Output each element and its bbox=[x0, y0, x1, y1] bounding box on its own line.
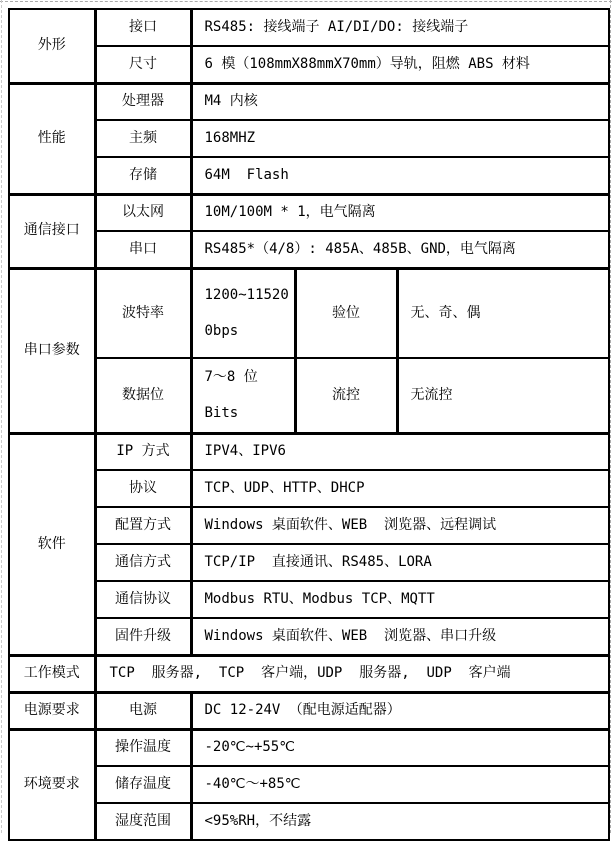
label-cell: 协议 bbox=[95, 470, 191, 507]
table-row bbox=[9, 433, 609, 470]
value-cell: RS485: 接线端子 AI/DI/DO: 接线端子 bbox=[191, 9, 609, 46]
value-cell: M4 内核 bbox=[191, 83, 609, 120]
label-cell: 验位 bbox=[295, 268, 397, 358]
table-row bbox=[9, 766, 609, 803]
value-cell: TCP、UDP、HTTP、DHCP bbox=[191, 470, 609, 507]
table-row bbox=[9, 194, 609, 231]
value-cell: Windows 桌面软件、WEB 浏览器、远程调试 bbox=[191, 507, 609, 544]
page-gridline-top bbox=[0, 1, 612, 2]
value-cell: IPV4、IPV6 bbox=[191, 433, 609, 470]
table-row bbox=[9, 231, 609, 268]
table-row bbox=[9, 618, 609, 655]
label-cell: 接口 bbox=[95, 9, 191, 46]
label-cell: 储存温度 bbox=[95, 766, 191, 803]
group-cell: 电源要求 bbox=[9, 692, 95, 729]
label-cell: 湿度范围 bbox=[95, 803, 191, 840]
label-cell: 以太网 bbox=[95, 194, 191, 231]
value-cell: TCP/IP 直接通讯、RS485、LORA bbox=[191, 544, 609, 581]
table-row bbox=[9, 46, 609, 83]
value-cell: DC 12-24V （配电源适配器） bbox=[191, 692, 609, 729]
value-cell: Windows 桌面软件、WEB 浏览器、串口升级 bbox=[191, 618, 609, 655]
value-cell: TCP 服务器, TCP 客户端，UDP 服务器, UDP 客户端 bbox=[95, 655, 609, 692]
label-cell: 波特率 bbox=[95, 268, 191, 358]
page-gridline-right bbox=[610, 0, 611, 833]
label-cell: 通信协议 bbox=[95, 581, 191, 618]
value-cell: 7～8 位 Bits bbox=[191, 358, 295, 433]
value-cell: Modbus RTU、Modbus TCP、MQTT bbox=[191, 581, 609, 618]
label-cell: 操作温度 bbox=[95, 729, 191, 766]
label-cell: 串口 bbox=[95, 231, 191, 268]
label-cell: 处理器 bbox=[95, 83, 191, 120]
label-cell: IP 方式 bbox=[95, 433, 191, 470]
value-cell: RS485*（4/8）: 485A、485B、GND，电气隔离 bbox=[191, 231, 609, 268]
value-cell: -20℃~+55℃ bbox=[191, 729, 609, 766]
table-row bbox=[9, 803, 609, 840]
table-row bbox=[9, 83, 609, 120]
label-cell: 数据位 bbox=[95, 358, 191, 433]
label-cell: 配置方式 bbox=[95, 507, 191, 544]
table-row bbox=[9, 157, 609, 194]
label-cell: 流控 bbox=[295, 358, 397, 433]
value-cell: 1200~115200bps bbox=[191, 268, 295, 358]
value-cell: -40℃～+85℃ bbox=[191, 766, 609, 803]
value-cell: 6 模（108mmX88mmX70mm）导轨，阻燃 ABS 材料 bbox=[191, 46, 609, 83]
spec-table bbox=[8, 8, 610, 841]
table-row bbox=[9, 470, 609, 507]
value-cell: 64M Flash bbox=[191, 157, 609, 194]
label-cell: 尺寸 bbox=[95, 46, 191, 83]
label-cell: 主频 bbox=[95, 120, 191, 157]
table-row bbox=[9, 581, 609, 618]
group-cell: 环境要求 bbox=[9, 729, 95, 840]
value-cell: 无流控 bbox=[397, 358, 609, 433]
label-cell: 电源 bbox=[95, 692, 191, 729]
table-row bbox=[9, 544, 609, 581]
table-row bbox=[9, 120, 609, 157]
group-cell: 工作模式 bbox=[9, 655, 95, 692]
table-row bbox=[9, 729, 609, 766]
page-gridline-left bbox=[1, 0, 2, 833]
table-row bbox=[9, 655, 609, 692]
group-cell: 软件 bbox=[9, 433, 95, 655]
group-cell: 通信接口 bbox=[9, 194, 95, 268]
label-cell: 通信方式 bbox=[95, 544, 191, 581]
table-row bbox=[9, 692, 609, 729]
value-cell: 168MHZ bbox=[191, 120, 609, 157]
label-cell: 固件升级 bbox=[95, 618, 191, 655]
table-row bbox=[9, 358, 609, 433]
value-cell: <95%RH，不结露 bbox=[191, 803, 609, 840]
table-row bbox=[9, 268, 609, 358]
table-row bbox=[9, 9, 609, 46]
group-cell: 串口参数 bbox=[9, 268, 95, 433]
value-cell: 10M/100M * 1，电气隔离 bbox=[191, 194, 609, 231]
group-cell: 外形 bbox=[9, 9, 95, 83]
table-row bbox=[9, 507, 609, 544]
label-cell: 存储 bbox=[95, 157, 191, 194]
group-cell: 性能 bbox=[9, 83, 95, 194]
value-cell: 无、奇、偶 bbox=[397, 268, 609, 358]
